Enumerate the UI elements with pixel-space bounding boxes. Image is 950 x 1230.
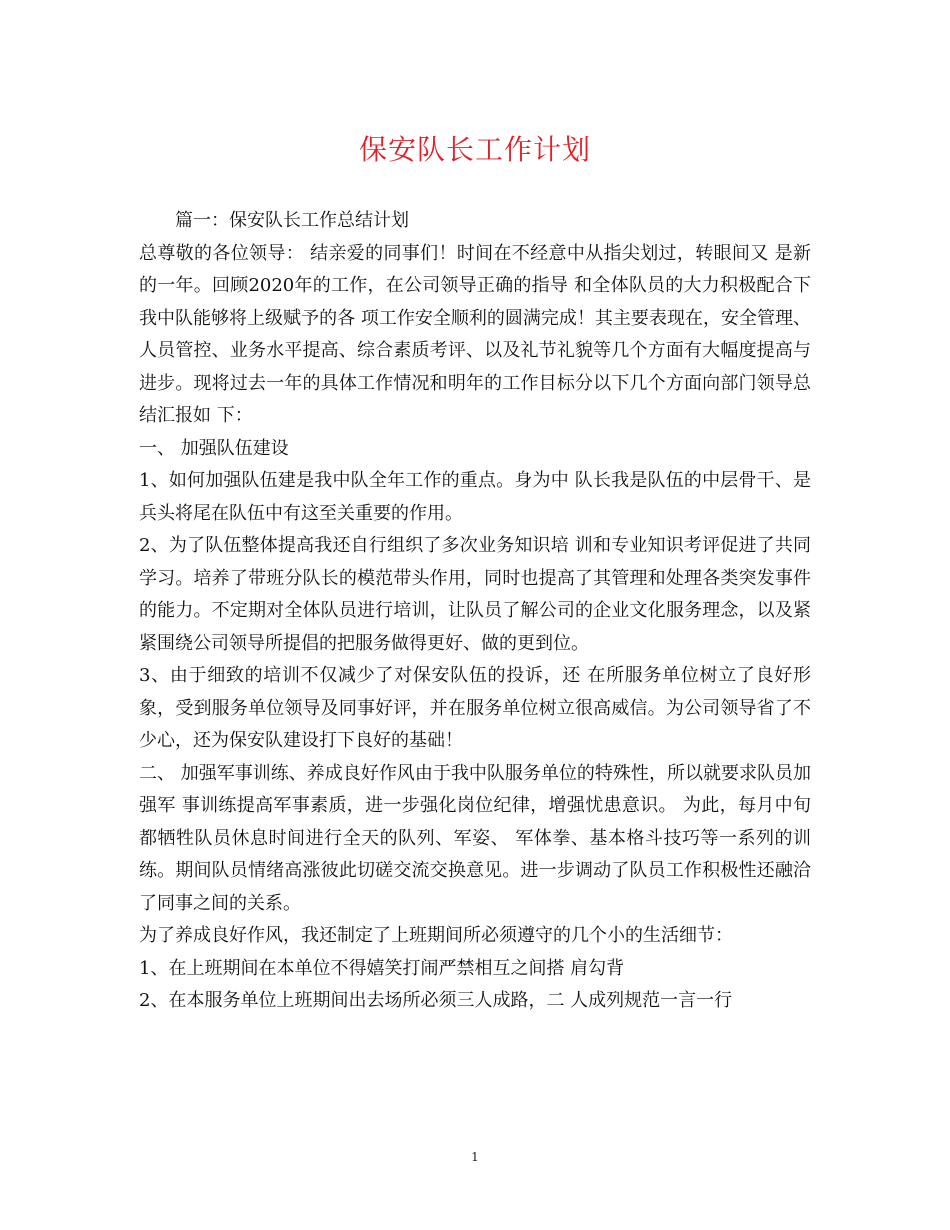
document-title: 保安队长工作计划 — [358, 133, 591, 166]
paragraph: 二、 加强军事训练、养成良好作风由于我中队服务单位的特殊性，所以就要求队员加强军 事训练提高军事素质，进一步强化岗位纪律，增强忧患意识。 为此，每月中旬都牺牲队员休息时间进行全天的队列、军姿、 军体拳、基本格斗技巧等一系列的训练。期间队员情绪高涨彼此切磋交流交换意见。进一步调动了队员工作积极性还融洽了同事之间的关系。 — [139, 762, 811, 914]
paragraph: 2、为了队伍整体提高我还自行组织了多次业务知识培 训和专业知识考评促进了共同学习。培养了带班分队长的模范带头作用，同时也提高了其管理和处理各类突发事件的能力。不定期对全体队员进行培训，让队员了解公司的企业文化服务理念，以及紧紧围绕公司领导所提倡的把服务做得更好、做的更到位。 — [139, 535, 811, 654]
section-heading: 篇一：保安队长工作总结计划 — [175, 210, 409, 231]
paragraph: 为了养成良好作风，我还制定了上班期间所必须遵守的几个小的生活细节： — [139, 925, 733, 946]
document-body — [139, 205, 811, 1018]
page-number: 1 — [471, 1150, 479, 1164]
list-item: 2、在本服务单位上班期间出去场所必须三人成路，二 人成列规范一言一行 — [139, 990, 733, 1011]
list-item: 1、在上班期间在本单位不得嬉笑打闹严禁相互之间搭 肩勾背 — [139, 957, 625, 979]
paragraph: 3、由于细致的培训不仅减少了对保安队伍的投诉，还 在所服务单位树立了良好形象，受到服务单位领导及同事好评，并在服务单位树立很高威信。为公司领导省了不少心，还为保安队建设打下良好的基础！ — [139, 665, 811, 751]
paragraph: 总尊敬的各位领导： 结亲爱的同事们！时间在不经意中从指尖划过，转眼间又 是新的一年。回顾2020年的工作，在公司领导正确的指导 和全体队员的大力积极配合下我中队能够将上级赋予的各 项工作安全顺利的圆满完成！其主要表现在，安全管理、人员管控、业务水平提高、综合素质考评、以及礼节礼貌等几个方面有大幅度提高与进步。现将过去一年的具体工作情况和明年的工作目标分以下几个方面向部门领导总结汇报如 下： — [139, 242, 811, 426]
section-heading: 一、 加强队伍建设 — [139, 437, 289, 459]
paragraph: 1、如何加强队伍建是我中队全年工作的重点。身为中 队长我是队伍的中层骨干、是兵头将尾在队伍中有这至关重要的作用。 — [139, 470, 811, 524]
